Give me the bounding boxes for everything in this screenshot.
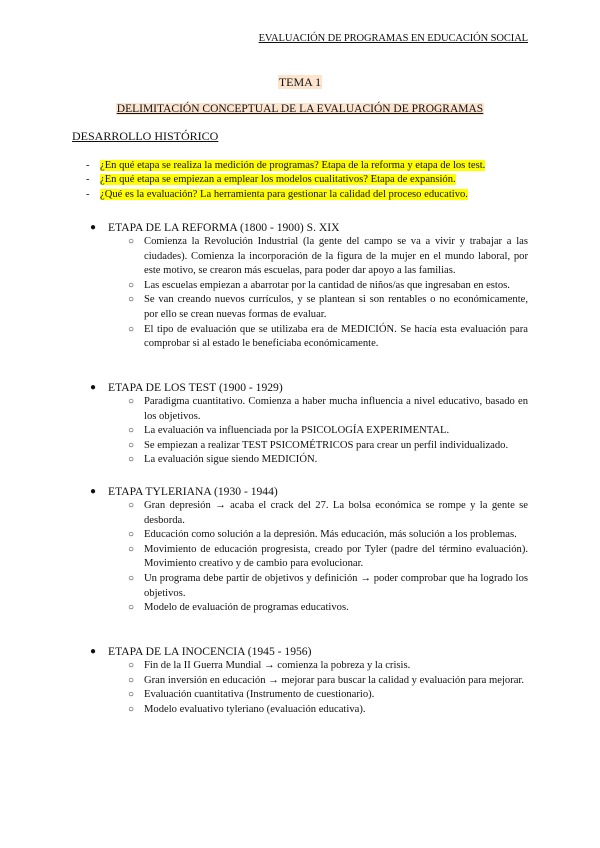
circle-bullet-icon: ○ [128, 602, 135, 614]
question-item [72, 159, 532, 173]
list-item-text: Gran depresión → acaba el crack del 27. La bolsa económica se rompe y la gente se desborda. [144, 500, 528, 526]
tema-label: TEMA 1 [278, 75, 322, 89]
list-item-text: Gran inversión en educación → mejorar para buscar la calidad y evaluación para mejorar. [144, 674, 525, 686]
stage-items [90, 235, 528, 352]
list-item [90, 424, 528, 439]
list-item [90, 499, 528, 528]
list-item-text: La evaluación sigue siendo MEDICIÓN. [144, 454, 318, 466]
circle-bullet-icon: ○ [128, 396, 135, 407]
circle-bullet-icon: ○ [128, 660, 135, 671]
list-item-text: Movimiento de educación progresista, creado por Tyler (padre del término evaluación). Movimiento creativo y de cambio para evolucionar. [144, 543, 528, 570]
list-item-text: Educación como solución a la depresión. Más educación, más solución a los problemas. [144, 529, 517, 541]
bullet-icon: ● [90, 646, 97, 657]
list-item-text: Comienza la Revolución Industrial (la gente del campo se va a vivir y trabajar a las ciudades). Comienza la incorporación de la figura de la mujer en el mundo laboral, por este motivo, se crearon más escuelas, para poder dar apoyo a las familias. [144, 236, 528, 277]
circle-bullet-icon: ○ [128, 543, 135, 555]
circle-bullet-icon: ○ [128, 689, 135, 701]
circle-bullet-icon: ○ [128, 454, 135, 466]
list-item [90, 543, 528, 572]
list-item [90, 439, 528, 454]
list-item-text: Se van creando nuevos currículos, y se plantean si son rentables o no económicamente, por ello se crean nuevas formas de evaluar. [144, 294, 528, 320]
list-item [90, 572, 528, 601]
list-item [90, 279, 528, 294]
stage-heading-text: ETAPA DE LOS TEST (1900 - 1929) [108, 381, 283, 394]
list-item [90, 293, 528, 322]
question-item [72, 188, 532, 202]
circle-bullet-icon: ○ [128, 236, 135, 247]
stage-heading-text: ETAPA DE LA REFORMA (1800 - 1900) S. XIX [108, 221, 340, 234]
circle-bullet-icon: ○ [128, 703, 135, 715]
list-item-text: Modelo evaluativo tyleriano (evaluación educativa). [144, 703, 366, 715]
circle-bullet-icon: ○ [128, 674, 135, 686]
list-item [90, 659, 528, 674]
list-item [90, 528, 528, 543]
stage-inocencia [90, 644, 528, 717]
tema-heading [0, 73, 600, 91]
circle-bullet-icon: ○ [128, 572, 135, 584]
list-item [90, 235, 528, 279]
stage-heading [90, 220, 528, 235]
stage-heading [90, 484, 528, 499]
list-item [90, 323, 528, 352]
list-item-text: Modelo de evaluación de programas educativos. [144, 602, 349, 614]
list-item-text: La evaluación va influenciada por la PSICOLOGÍA EXPERIMENTAL. [144, 425, 450, 437]
dash-marker: - [86, 174, 90, 186]
dash-marker: - [86, 188, 90, 200]
question-item [72, 173, 532, 187]
stage-tyleriana [90, 484, 528, 616]
circle-bullet-icon: ○ [128, 439, 135, 451]
dash-marker: - [86, 160, 90, 171]
document-title [0, 99, 600, 117]
list-item [90, 601, 528, 616]
list-item-text: Paradigma cuantitativo. Comienza a haber mucha influencia a nivel educativo, basado en los objetivos. [144, 396, 528, 422]
stage-items [90, 499, 528, 616]
stage-heading [90, 644, 528, 659]
bullet-icon: ● [90, 222, 97, 233]
circle-bullet-icon: ○ [128, 529, 135, 541]
list-item [90, 688, 528, 703]
stage-items [90, 659, 528, 717]
question-text: ¿En qué etapa se empiezan a emplear los modelos cualitativos? Etapa de expansión. [100, 174, 456, 186]
stage-reforma [90, 220, 528, 352]
question-text: ¿En qué etapa se realiza la medición de programas? Etapa de la reforma y etapa de los test. [100, 160, 486, 171]
list-item-text: Se empiezan a realizar TEST PSICOMÉTRICOS para crear un perfil individualizado. [144, 439, 509, 451]
list-item [90, 453, 528, 468]
document-title-text: DELIMITACIÓN CONCEPTUAL DE LA EVALUACIÓN DE PROGRAMAS [116, 103, 484, 115]
circle-bullet-icon: ○ [128, 500, 135, 511]
list-item-text: El tipo de evaluación que se utilizaba era de MEDICIÓN. Se hacía esta evaluación para comprobar si al estado le beneficiaba económicamente. [144, 323, 528, 350]
list-item [90, 703, 528, 718]
list-item [90, 674, 528, 689]
stage-heading [90, 380, 528, 395]
running-header: EVALUACIÓN DE PROGRAMAS EN EDUCACIÓN SOCIAL [258, 33, 528, 44]
review-questions [72, 159, 532, 202]
list-item-text: Las escuelas empiezan a abarrotar por la cantidad de niños/as que ingresaban en estos. [144, 279, 510, 291]
list-item [90, 395, 528, 424]
stage-items [90, 395, 528, 468]
list-item-text: Evaluación cuantitativa (Instrumento de cuestionario). [144, 689, 375, 701]
section-heading: DESARROLLO HISTÓRICO [72, 129, 219, 143]
circle-bullet-icon: ○ [128, 279, 135, 291]
circle-bullet-icon: ○ [128, 425, 135, 437]
stage-test [90, 380, 528, 468]
stage-heading-text: ETAPA DE LA INOCENCIA (1945 - 1956) [108, 645, 312, 658]
circle-bullet-icon: ○ [128, 323, 135, 335]
question-text: ¿Qué es la evaluación? La herramienta para gestionar la calidad del proceso educativo. [100, 188, 468, 200]
stage-heading-text: ETAPA TYLERIANA (1930 - 1944) [108, 485, 278, 498]
list-item-text: Un programa debe partir de objetivos y definición → poder comprobar que ha logrado los objetivos. [144, 572, 528, 599]
bullet-icon: ● [90, 486, 97, 497]
circle-bullet-icon: ○ [128, 294, 135, 306]
list-item-text: Fin de la II Guerra Mundial → comienza la pobreza y la crisis. [144, 660, 411, 671]
bullet-icon: ● [90, 382, 97, 393]
